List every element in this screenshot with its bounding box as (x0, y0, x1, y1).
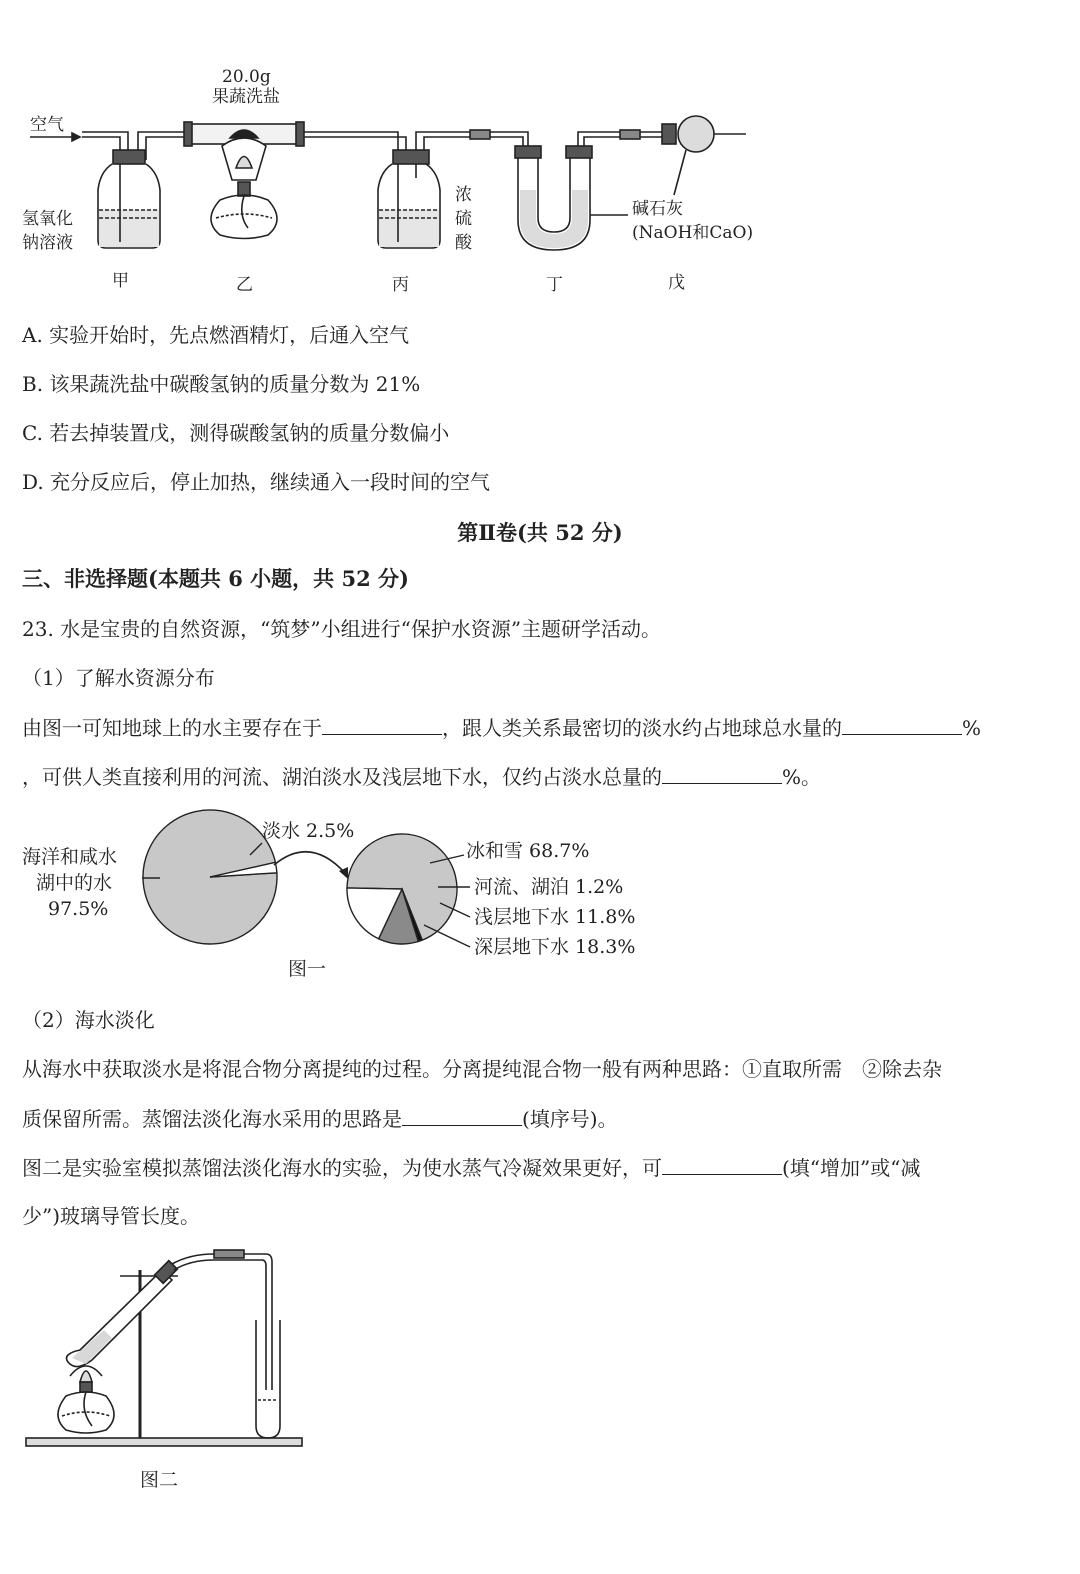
acid-label-2: 硫 (455, 209, 472, 229)
part-2-line-1: 从海水中获取淡水是将混合物分离提纯的过程。分离提纯混合物一般有两种思路：①直取所需 ②除去杂 (22, 1057, 942, 1081)
figure-2-distillation-diagram (0, 1240, 320, 1510)
figure-2-caption: 图二 (140, 1469, 179, 1491)
answer-blank-5[interactable] (662, 1154, 782, 1175)
sample-mass-label: 20.0g (222, 67, 271, 87)
answer-blank-1[interactable] (322, 714, 442, 735)
volume-title: 第Ⅱ卷(共 52 分) (457, 520, 623, 545)
part-1-title: （1）了解水资源分布 (22, 666, 215, 690)
text-segment: (填“增加”或“减 (782, 1156, 921, 1180)
part-2-line-2 (22, 1105, 618, 1132)
apparatus-diagram (0, 50, 800, 300)
text-segment: ，可供人类直接利用的河流、湖泊淡水及浅层地下水，仅约占淡水总量的 (22, 765, 662, 789)
air-label: 空气 (30, 115, 64, 135)
answer-blank-2[interactable] (842, 714, 962, 735)
section-title: 三、非选择题(本题共 6 小题，共 52 分) (22, 566, 409, 591)
text-segment: ，跟人类关系最密切的淡水约占地球总水量的 (442, 716, 842, 740)
pie-chart-total-water (143, 810, 277, 944)
naoh-label-2: 钠溶液 (22, 233, 73, 253)
slice-label-shallow: 浅层地下水 11.8% (474, 906, 636, 928)
option-b: B. 该果蔬洗盐中碳酸氢钠的质量分数为 21% (22, 372, 421, 396)
slice-label-ice: 冰和雪 68.7% (466, 840, 590, 862)
text-segment: % (962, 716, 982, 740)
option-d: D. 充分反应后，停止加热，继续通入一段时间的空气 (22, 470, 491, 494)
device-label-jia: 甲 (112, 271, 129, 291)
figure-1-caption: 图一 (288, 958, 327, 980)
text-segment: 质保留所需。蒸馏法淡化海水采用的思路是 (22, 1107, 402, 1131)
fresh-water-label: 淡水 2.5% (262, 820, 355, 842)
naoh-label-1: 氢氧化 (22, 209, 73, 229)
text-segment: %。 (782, 765, 822, 789)
device-label-wu: 戊 (668, 273, 685, 293)
part-2-line-3 (22, 1154, 920, 1181)
option-c: C. 若去掉装置戊，测得碳酸氢钠的质量分数偏小 (22, 421, 450, 445)
part-1-line-1 (22, 714, 981, 741)
pie-chart-fresh-water (347, 834, 457, 944)
answer-blank-3[interactable] (662, 763, 782, 784)
part-2-title: （2）海水淡化 (22, 1008, 155, 1032)
answer-blank-4[interactable] (402, 1105, 522, 1126)
arrow-icon (274, 852, 345, 873)
text-segment: 图二是实验室模拟蒸馏法淡化海水的实验，为使水蒸气冷凝效果更好，可 (22, 1156, 662, 1180)
ocean-label-1: 海洋和咸水 (22, 846, 118, 868)
part-2-line-4: 少”)玻璃导管长度。 (22, 1204, 201, 1228)
lime-label-1: 碱石灰 (632, 199, 683, 219)
device-label-bing: 丙 (392, 275, 409, 295)
device-label-ding: 丁 (546, 275, 563, 295)
figure-1-pie-charts (0, 805, 700, 985)
device-label-yi: 乙 (236, 275, 253, 295)
part-1-line-2 (22, 763, 821, 790)
lime-label-2: (NaOH和CaO) (632, 223, 754, 243)
slice-label-rivers: 河流、湖泊 1.2% (474, 876, 624, 898)
question-23-stem: 23. 水是宝贵的自然资源，“筑梦”小组进行“保护水资源”主题研学活动。 (22, 617, 662, 641)
text-segment: 由图一可知地球上的水主要存在于 (22, 716, 322, 740)
text-segment: (填序号)。 (522, 1107, 618, 1131)
slice-label-deep: 深层地下水 18.3% (474, 936, 636, 958)
option-a: A. 实验开始时，先点燃酒精灯，后通入空气 (22, 323, 410, 347)
ocean-label-3: 97.5% (48, 898, 109, 920)
acid-label-3: 酸 (455, 233, 472, 253)
acid-label-1: 浓 (455, 185, 472, 205)
ocean-label-2: 湖中的水 (36, 872, 113, 894)
sample-name-label: 果蔬洗盐 (212, 87, 280, 107)
